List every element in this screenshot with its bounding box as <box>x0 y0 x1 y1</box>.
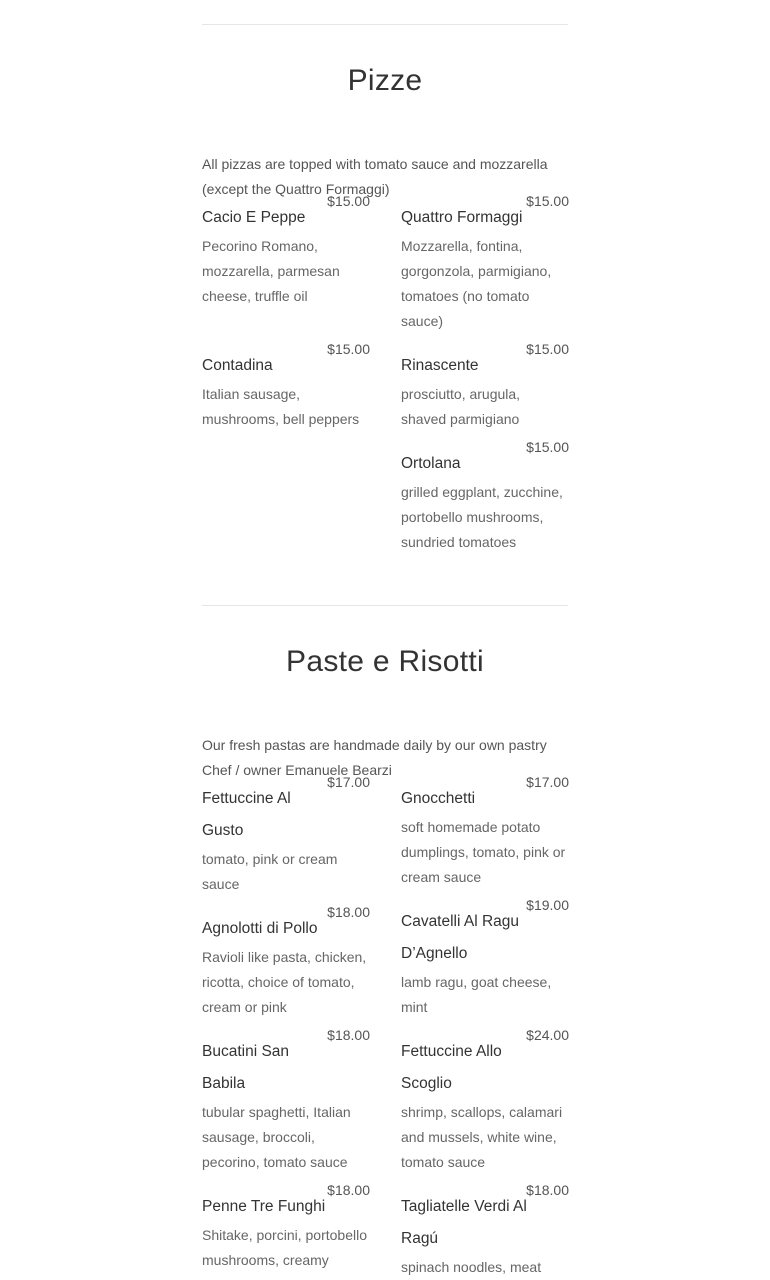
menu-item-name: Fettuccine Al Gusto <box>202 790 291 839</box>
menu-item-price: $19.00 <box>526 897 569 913</box>
menu-item-price: $15.00 <box>526 341 569 357</box>
menu-item <box>401 774 569 890</box>
menu-item-name: Agnolotti di Pollo <box>202 920 318 937</box>
menu-item-name: Fettuccine Allo Scoglio <box>401 1043 502 1092</box>
menu-item <box>202 904 370 1020</box>
menu-item-description: grilled eggplant, zucchine, portobello mushrooms, sundried tomatoes <box>401 484 563 550</box>
menu-item-price: $17.00 <box>526 774 569 790</box>
menu-item <box>202 1027 370 1175</box>
menu-item-price: $15.00 <box>327 341 370 357</box>
menu-item-description: lamb ragu, goat cheese, mint <box>401 974 552 1015</box>
menu-item-description: Mozzarella, fontina, gorgonzola, parmigiano, tomatoes (no tomato sauce) <box>401 238 552 329</box>
section-note-pizze: All pizzas are topped with tomato sauce and mozzarella (except the Quattro Formaggi) <box>202 156 548 197</box>
menu-item <box>401 439 569 555</box>
menu-item-description: Pecorino Romano, mozzarella, parmesan cheese, truffle oil <box>202 238 340 304</box>
menu-item-description: prosciutto, arugula, shaved parmigiano <box>401 386 521 427</box>
menu-item-name: Cacio E Peppe <box>202 209 306 226</box>
menu-item-description: Italian sausage, mushrooms, bell peppers <box>202 386 360 427</box>
menu-item <box>202 341 370 432</box>
menu-item <box>202 1182 370 1273</box>
section-divider <box>202 24 568 25</box>
menu-item-description: shrimp, scallops, calamari and mussels, white wine, tomato sauce <box>401 1104 563 1170</box>
menu-item <box>401 1027 569 1175</box>
menu-item-name: Rinascente <box>401 357 479 374</box>
menu-item-name: Ortolana <box>401 455 461 472</box>
menu-item-description: tomato, pink or cream sauce <box>202 851 338 892</box>
menu-item <box>202 193 370 309</box>
menu-item-price: $18.00 <box>526 1182 569 1198</box>
menu-item-price: $15.00 <box>327 193 370 209</box>
menu-item-price: $15.00 <box>526 193 569 209</box>
menu-item-price: $18.00 <box>327 1182 370 1198</box>
menu-item-description: tubular spaghetti, Italian sausage, broccoli, pecorino, tomato sauce <box>202 1104 351 1170</box>
menu-item-name: Cavatelli Al Ragu D’Agnello <box>401 913 520 962</box>
section-divider <box>202 605 568 606</box>
menu-item-name: Tagliatelle Verdi Al Ragú <box>401 1198 527 1247</box>
menu-item <box>401 193 569 334</box>
menu-item-price: $18.00 <box>327 1027 370 1043</box>
menu-item-name: Bucatini San Babila <box>202 1043 290 1092</box>
menu-item-price: $18.00 <box>327 904 370 920</box>
section-title-paste: Paste e Risotti <box>286 645 484 678</box>
menu-item <box>401 897 569 1020</box>
menu-item-name: Penne Tre Funghi <box>202 1198 326 1215</box>
menu-item-price: $15.00 <box>526 439 569 455</box>
menu-item-description: soft homemade potato dumplings, tomato, pink or cream sauce <box>401 819 566 885</box>
menu-item-name: Contadina <box>202 357 273 374</box>
section-note-paste: Our fresh pastas are handmade daily by our own pastry Chef / owner Emanuele Bearzi <box>202 737 547 778</box>
menu-item-description: spinach noodles, meat <box>401 1259 542 1275</box>
menu-item-description: Ravioli like pasta, chicken, ricotta, choice of tomato, cream or pink <box>202 949 367 1015</box>
menu-item <box>401 341 569 432</box>
menu-item <box>202 774 370 897</box>
section-title-pizze: Pizze <box>347 64 423 97</box>
menu-item-name: Gnocchetti <box>401 790 476 807</box>
menu-item-price: $24.00 <box>526 1027 569 1043</box>
menu-item-name: Quattro Formaggi <box>401 209 523 226</box>
menu-item-price: $17.00 <box>327 774 370 790</box>
menu-item-description: Shitake, porcini, portobello mushrooms, creamy <box>202 1227 367 1268</box>
